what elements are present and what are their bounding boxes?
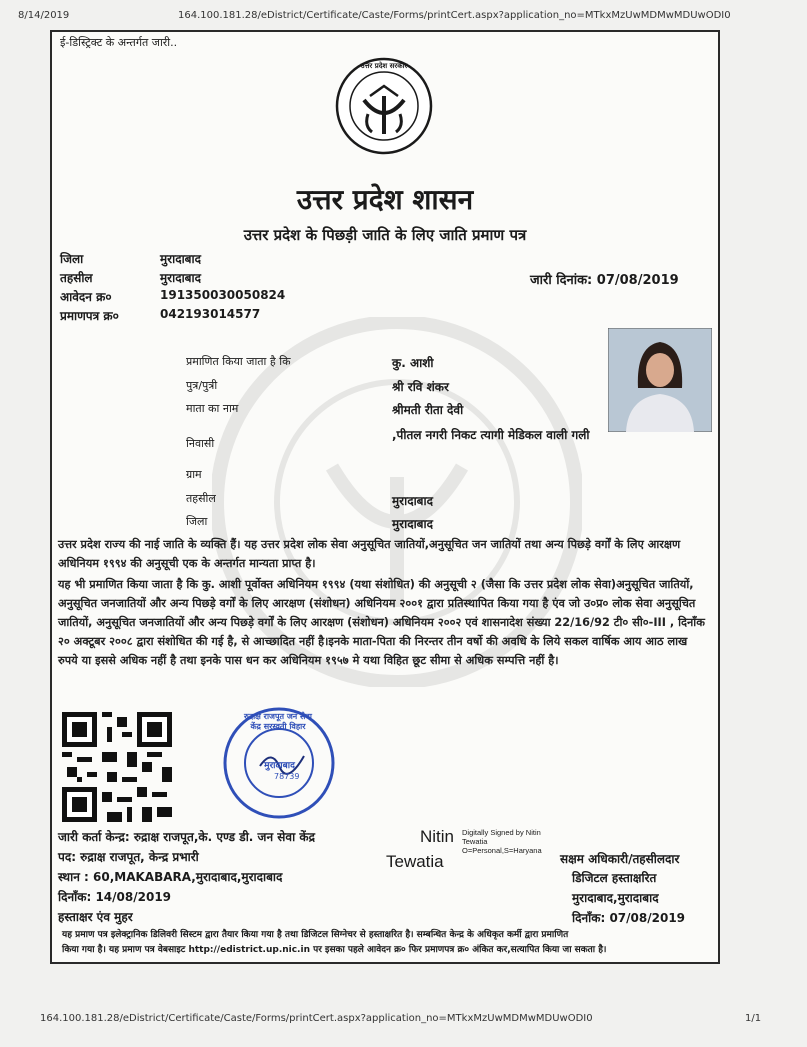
digital-sign-line-1: Digitally Signed by Nitin — [462, 828, 541, 837]
issuer-post: पद: रुद्राक्ष राजपूत, केन्द्र प्रभारी — [58, 850, 199, 864]
issuer-date-value: 14/08/2019 — [95, 890, 172, 904]
stamp-ring-text: रुद्राक्ष राजपूत जन सेवा केंद्र सरस्वती विहार — [244, 712, 312, 731]
mother-label: माता का नाम — [186, 402, 239, 415]
digital-sign-line-2: Tewatia — [462, 837, 488, 846]
person-tehsil-value: मुरादाबाद — [392, 494, 434, 508]
caste-statement: उत्तर प्रदेश राज्य की नाई जाति के व्यक्ति हैं। यह उत्तर प्रदेश लोक सेवा अनुसूचित जातियों,अनुसूचित जन जातियों तथा अन्य पिछड़े वर्गों के लिए आरक्षण अधिनियम १९९४ की अनुसूची एक के अन्तर्गत मान्यता प्राप्त है। — [58, 538, 681, 570]
person-district-label: जिला — [186, 515, 208, 528]
page-count: 1/1 — [745, 1013, 762, 1024]
digital-sign-name-2: Tewatia — [386, 852, 444, 871]
certificate-no-value: 042193014577 — [160, 307, 261, 321]
application-no-value: 191350030050824 — [160, 288, 286, 302]
up-government-emblem — [334, 56, 434, 156]
district-value: मुरादाबाद — [160, 252, 202, 266]
mother-name: श्रीमती रीता देवी — [392, 403, 464, 417]
tehsil-value: मुरादाबाद — [160, 271, 202, 285]
certify-label: प्रमाणित किया जाता है कि — [186, 355, 291, 368]
certificate-no-label: प्रमाणपत्र क्र० — [60, 309, 119, 323]
stamp-center-text: मुरादाबाद — [264, 761, 295, 771]
issue-date-label: जारी दिनांक: — [530, 273, 593, 288]
resident-address: ,पीतल नगरी निकट त्यागी मेडिकल वाली गली — [392, 428, 590, 442]
authority-date-value: 07/08/2019 — [609, 911, 686, 925]
creamy-layer-statement: यह भी प्रमाणित किया जाता है कि कु. आशी पूर्वोक्त अधिनियम १९९४ (यथा संशोधित) की अनुसूची २ (जैसा कि उत्तर प्रदेश लोक सेवा)अनुसूचित जातियों, अनुसूचित जनजातियों और अन्य पिछड़े वर्गों के लिए आरक्षण (संशोधन) अधिनियम २००१ द्वारा प्रतिस्थापित किया गया है एंव जो उ०प्र० लोक सेवा अनुसूचित जातियों, अनुसूचित जनजातियों और अन्य पिछड़े वर्गों के लिए आरक्षण (संशोधन) अधिनियम २००२ एवं शासनादेश संख्या 22/16/92 टी० सी०-III , दिनाँक २० अक्टूबर २००८ द्वारा संशोधित की गई है, से आच्छादित नहीं है।इनके माता-पिता की निरन्तर तीन वर्षो की अवधि के लिये सकल वार्षिक आय आठ लाख रुपये या इससे अधिक नहीं है तथा इनके पास धन कर अधिनियम १९५७ मे यथा विहित छूट सीमा से अधिक सम्पत्ति नहीं है। — [58, 578, 705, 667]
print-date: 8/14/2019 — [18, 10, 70, 21]
stamp-code: 78739 — [274, 772, 300, 781]
certificate-frame — [50, 30, 720, 964]
issuer-place: स्थान : 60,MAKABARA,मुरादाबाद,मुरादाबाद — [58, 870, 283, 884]
issuer-sign-label: हस्ताक्षर एंव मुहर — [58, 910, 133, 924]
footer-note-2: किया गया है। यह प्रमाण पत्र वेबसाइट http://edistrict.up.nic.in पर इसका पहले आवेदन क्र० फिर प्रमाणपत्र क्र० अंकित कर,सत्यापित किया जा सकता है। — [62, 945, 607, 955]
footer-url: 164.100.181.28/eDistrict/Certificate/Caste/Forms/printCert.aspx?application_no=MTkxMzUwMDMwMDUwODI0 — [40, 1013, 593, 1024]
resident-label: निवासी — [186, 437, 215, 450]
authority-title: सक्षम अधिकारी/तहसीलदार — [560, 852, 680, 866]
authority-place: मुरादाबाद,मुरादाबाद — [572, 891, 659, 905]
digital-sign-line-3: O=Personal,S=Haryana — [462, 846, 542, 855]
certificate-subtitle: उत्तर प्रदेश के पिछड़ी जाति के लिए जाति प्रमाण पत्र — [243, 226, 527, 244]
digital-sign-details — [462, 828, 542, 855]
digital-sign-name-1: Nitin — [420, 827, 455, 846]
authority-date — [572, 909, 685, 926]
person-tehsil-label: तहसील — [186, 492, 216, 505]
district-label: जिला — [60, 252, 84, 266]
footer-note-1: यह प्रमाण पत्र इलेक्ट्रानिक डिलिवरी सिस्टम द्वारा तैयार किया गया है तथा डिजिटल सिग्नेचर से हस्ताक्षरित है। सम्बन्धित केन्द्र के अधिकृत कर्मी द्वारा प्रमाणित — [62, 930, 569, 940]
authority-sign: डिजिटल हस्ताक्षरित — [572, 871, 657, 885]
father-label: पुत्र/पुत्री — [186, 379, 218, 392]
issued-under: ई-डिस्ट्रिक्ट के अन्तर्गत जारी.. — [60, 36, 178, 49]
tehsil-label: तहसील — [60, 271, 93, 285]
qr-code — [62, 712, 172, 822]
applicant-photo — [608, 328, 712, 432]
certificate-title: उत्तर प्रदेश शासन — [296, 183, 474, 216]
issue-date — [530, 270, 679, 288]
issuer-date — [58, 888, 171, 905]
issuing-center: जारी कर्ता केन्द्र: रुद्राक्ष राजपूत,के. एण्ड डी. जन सेवा केंद्र — [58, 830, 315, 844]
issue-date-value: 07/08/2019 — [596, 273, 679, 288]
person-district-value: मुरादाबाद — [392, 517, 434, 531]
applicant-name: कु. आशी — [392, 356, 434, 370]
issuer-date-label: दिनाँक: — [58, 890, 92, 904]
application-no-label: आवेदन क्र० — [60, 290, 112, 304]
emblem-text: उत्तर प्रदेश सरकार — [360, 62, 408, 70]
father-name: श्री रवि शंकर — [392, 380, 449, 394]
print-url: 164.100.181.28/eDistrict/Certificate/Caste/Forms/printCert.aspx?application_no=MTkxMzUwMDMwMDUwODI0 — [178, 10, 731, 21]
authority-date-label: दिनाँक: — [572, 911, 606, 925]
village-label: ग्राम — [186, 468, 202, 481]
